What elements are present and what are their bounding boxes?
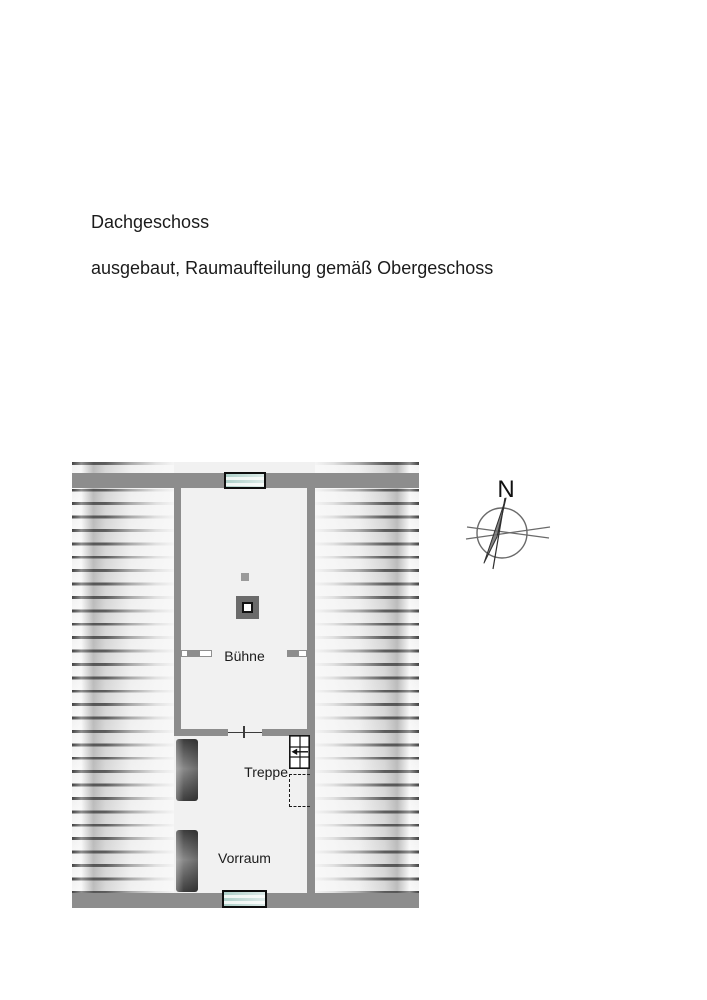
floorplan [72,462,419,908]
window-symbol-top [224,472,266,489]
stair-headroom-dashed-outline [289,774,310,807]
compass-north-icon [460,470,560,575]
wall-divider-left-segment [181,729,228,736]
sloped-wall-bar-upper [176,739,198,801]
vent-symbol [241,573,249,581]
room-label-buehne: Bühne [224,648,265,664]
sloped-wall-bar-lower [176,830,198,892]
roof-hatch-right [315,462,419,893]
chimney-symbol [236,596,259,619]
compass-north-label: N [497,476,515,503]
wall-right [307,488,315,893]
window-symbol-bottom [222,890,267,908]
door-opening-line [228,732,262,733]
roof-hatch-left [72,462,174,893]
chimney-flue [242,602,253,613]
stair-symbol [289,735,310,769]
room-label-treppe: Treppe [244,764,288,780]
page-title: Dachgeschoss [91,212,210,232]
door-opening-tick [243,726,245,738]
room-label-vorraum: Vorraum [218,850,271,866]
room-area [174,462,315,893]
wall-left [174,488,181,736]
page-subtitle: ausgebaut, Raumaufteilung gemäß Obergeschoss [91,258,494,278]
